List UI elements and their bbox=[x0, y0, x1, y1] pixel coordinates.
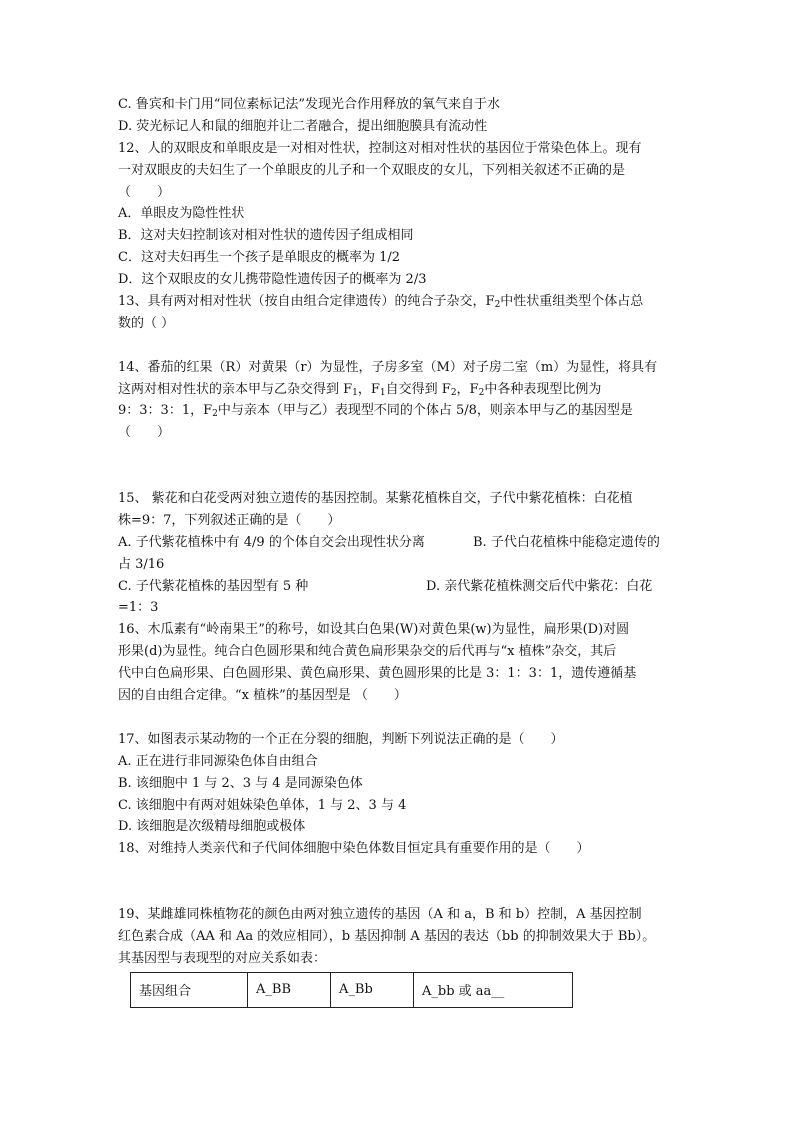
q15-options-row-1 bbox=[118, 532, 678, 554]
q13-options bbox=[118, 335, 678, 357]
q18-option-a bbox=[118, 860, 308, 882]
table-cell: A_BB bbox=[248, 972, 331, 1007]
q16-stem-3: 代中白色扁形果、白色圆形果、黄色扁形果、黄色圆形果的比是 3：1：3：1，遗传遵循基 bbox=[118, 666, 637, 682]
q12-stem-1: 12、人的双眼皮和单眼皮是一对相对性状，控制这对相对性状的基因位于常染色体上。现有 bbox=[118, 140, 642, 156]
q19-stem-3: 其基因型与表现型的对应关系如表： bbox=[118, 950, 327, 966]
q17-option-d: D. 该细胞是次级精母细胞或极体 bbox=[118, 819, 306, 835]
q13-stem-2: 数的（ ） bbox=[118, 315, 175, 331]
q16-option-c bbox=[278, 707, 362, 729]
q18-options-row-1 bbox=[118, 860, 678, 882]
q13-option-c bbox=[345, 335, 457, 357]
q12-option-b: B．这对夫妇控制该对相对性状的遗传因子组成相同 bbox=[118, 228, 414, 244]
option-d-line: D. 荧光标记人和鼠的细胞并让二者融合，提出细胞膜具有流动性 bbox=[118, 118, 488, 134]
q16-options bbox=[118, 707, 678, 729]
q15-option-d: D. 亲代紫花植株测交后代中紫花：白花 bbox=[426, 578, 653, 594]
q14-option-a bbox=[118, 444, 260, 466]
q12-blank: （ ） bbox=[118, 184, 171, 200]
table-cell: A_Bb bbox=[331, 972, 414, 1007]
q19-stem-2: 红色素合成（AA 和 Aa 的效应相同），b 基因抑制 A 基因的表达（bb 的抑制效果大于 Bb）。 bbox=[118, 928, 656, 944]
q17-stem: 17、如图表示某动物的一个正在分裂的细胞，判断下列说法正确的是（ ） bbox=[118, 731, 564, 747]
q14-option-c bbox=[118, 466, 280, 488]
q14-options-row-2 bbox=[118, 466, 678, 488]
genotype-table bbox=[130, 972, 573, 1008]
q13-option-b bbox=[211, 335, 345, 357]
q12-stem-2: 一对双眼皮的夫妇生了一个单眼皮的儿子和一个双眼皮的女儿，下列相关叙述不正确的是 bbox=[118, 162, 626, 178]
q17-option-c: C. 该细胞中有两对姐妹染色单体，1 与 2、3 与 4 bbox=[118, 797, 407, 813]
q15-option-a: A. 子代紫花植株中有 4/9 的个体自交会出现性状分离 bbox=[118, 534, 425, 550]
q12-option-c: C．这对夫妇再生一个孩子是单眼皮的概率为 1/2 bbox=[118, 250, 401, 266]
q15-option-b-cont: 占 3/16 bbox=[118, 556, 165, 572]
q19-stem-1: 19、某雌雄同株植物花的颜色由两对独立遗传的基因（A 和 a，B 和 b）控制，A 基因控制 bbox=[118, 906, 642, 922]
q15-stem-1: 15、 紫花和白花受两对独立遗传的基因控制。某紫花植株自交，子代中紫花植株：白花植 bbox=[118, 491, 633, 507]
q15-option-b: B. 子代白花植株中能稳定遗传的 bbox=[473, 534, 660, 550]
q16-stem-4: 因的自由组合定律。“x 植株”的基因型是 （ ） bbox=[118, 688, 407, 704]
q13-option-a bbox=[118, 335, 211, 357]
option-c-line: C. 鲁宾和卡门用“同位素标记法”发现光合作用释放的氧气来自于水 bbox=[118, 97, 501, 112]
q16-stem-2: 形果(d)为显性。纯合白色圆形果和纯合黄色扁形果杂交的后代再与“x 植株”杂交，其后 bbox=[118, 644, 617, 660]
q14-stem-3: 9：3：3：1，$F_2$中与亲本（甲与乙）表现型不同的个体占 5/8，则亲本甲与乙的基因型是 bbox=[118, 403, 633, 420]
q18-options-row-2 bbox=[118, 882, 678, 904]
table-cell: A_bb 或 aa__ bbox=[414, 972, 573, 1007]
q15-option-d-cont: =1：3 bbox=[118, 600, 159, 616]
document-page bbox=[118, 94, 678, 1008]
q15-option-c: C. 子代紫花植株的基因型有 5 种 bbox=[118, 578, 309, 594]
q14-blank: （ ） bbox=[118, 425, 171, 441]
q17-option-b: B. 该细胞中 1 与 2、3 与 4 是同源染色体 bbox=[118, 775, 363, 791]
q16-option-a bbox=[118, 707, 198, 729]
q14-options-row-1 bbox=[118, 444, 678, 466]
q16-option-b bbox=[198, 707, 278, 729]
q14-stem-2: 这两对相对性状的亲本甲与乙杂交得到 $F_1$，$F_1$自交得到 $F_2$，$F_2$中各种表现型比例为 bbox=[118, 381, 602, 398]
q14-stem-1: 14、番茄的红果（R）对黄果（r）为显性，子房多室（M）对子房二室（m）为显性，将具有 bbox=[118, 359, 658, 375]
q18-stem: 18、对维持人类亲代和子代间体细胞中染色体数目恒定具有重要作用的是（ ） bbox=[118, 841, 590, 857]
q12-option-d: D．这个双眼皮的女儿携带隐性遗传因子的概率为 2/3 bbox=[118, 272, 427, 288]
table-row bbox=[131, 972, 573, 1007]
q15-options-row-2 bbox=[118, 576, 678, 598]
q16-stem-1: 16、木瓜素有“岭南果王”的称号，如设其白色果(W)对黄色果(w)为显性，扁形果(D)对圆 bbox=[118, 622, 630, 638]
q13-stem-1: 13、具有两对相对性状（按自由组合定律遗传）的纯合子杂交，$F_2$中性状重组类型个体占总 bbox=[118, 294, 644, 311]
q18-option-c bbox=[118, 882, 308, 904]
q15-stem-2: 株=9：7，下列叙述正确的是（ ） bbox=[118, 512, 341, 528]
q12-option-a: A．单眼皮为隐性性状 bbox=[118, 206, 245, 222]
table-cell: 基因组合 bbox=[131, 972, 248, 1007]
q17-option-a: A. 正在进行非同源染色体自由组合 bbox=[118, 753, 318, 769]
